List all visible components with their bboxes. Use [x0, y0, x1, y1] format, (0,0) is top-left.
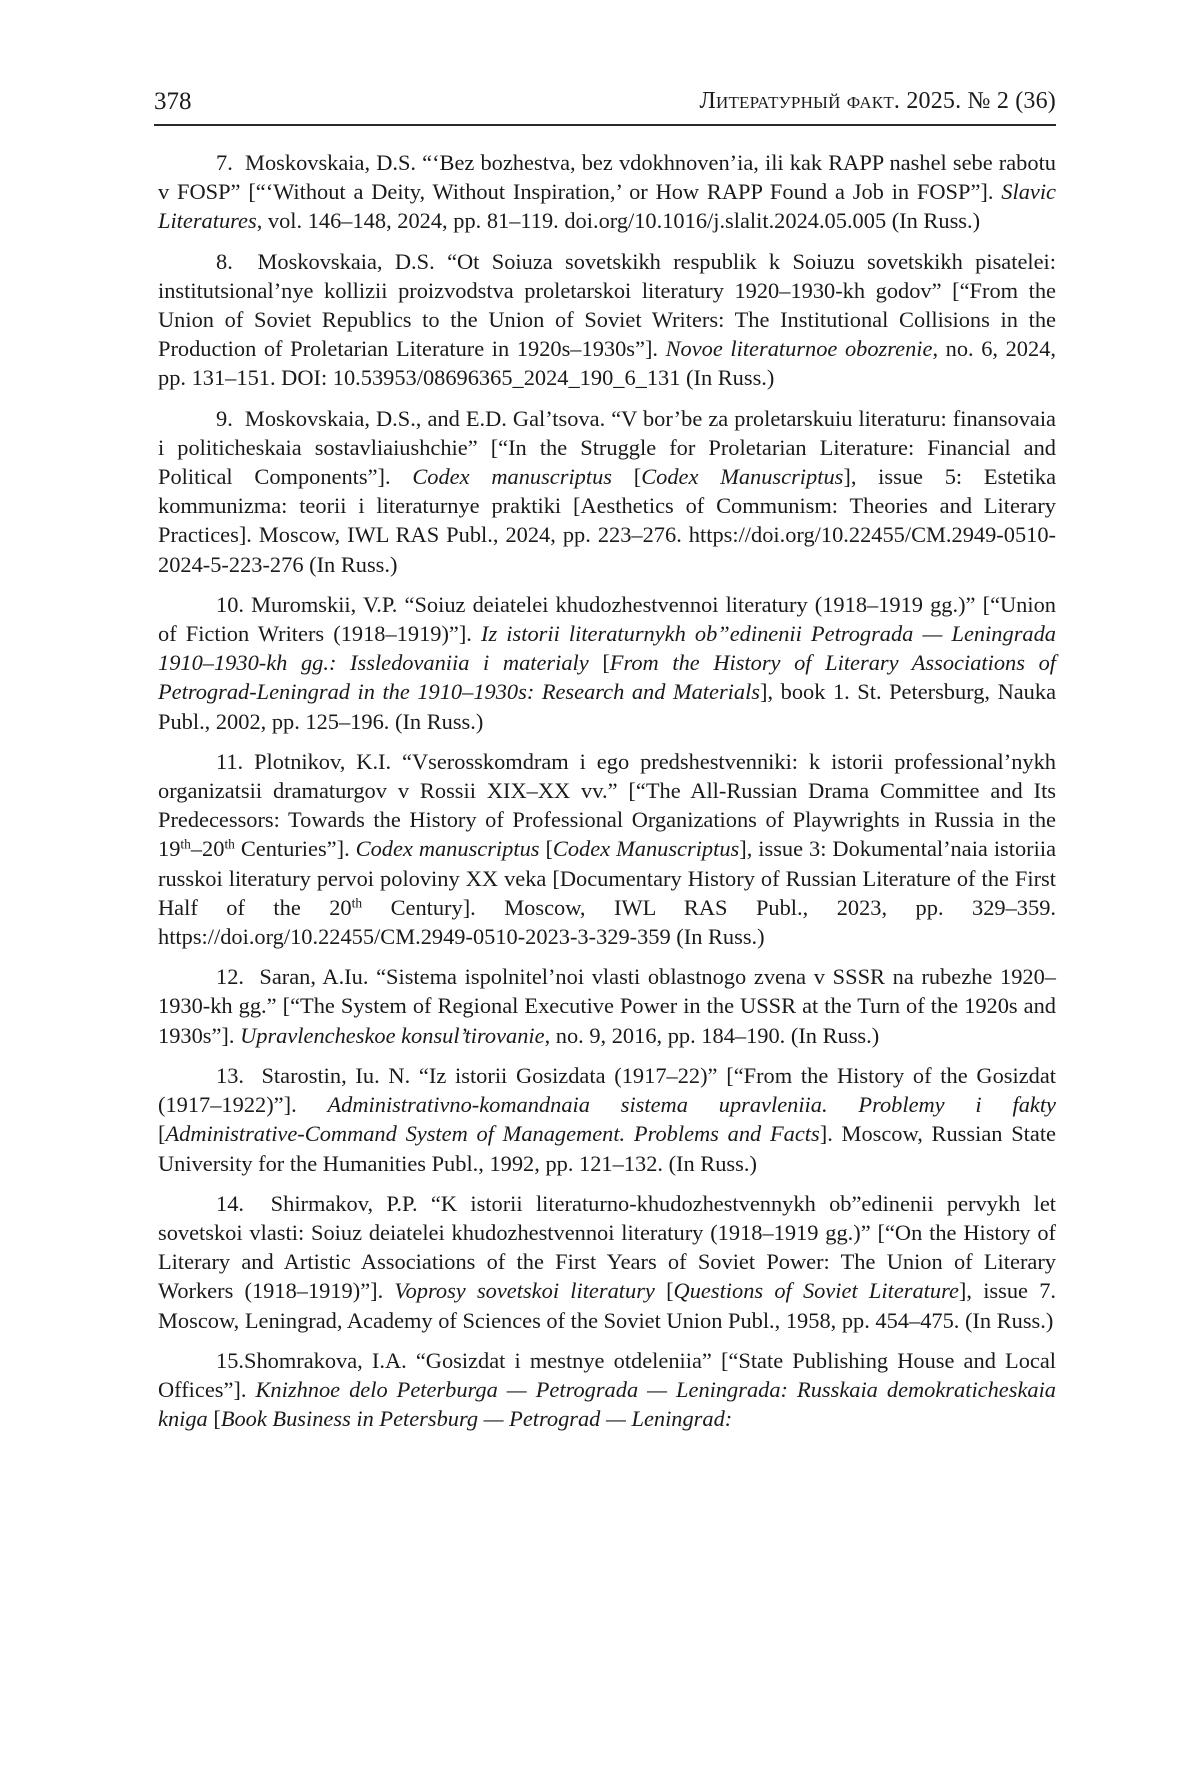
reference-text: [ — [539, 836, 553, 862]
reference-text: 13. Starostin, Iu. N. “Iz istorii Gosizdata (1917–22)” [“From the History of the Gosizdat (1917–1922)”]. — [158, 1062, 1056, 1118]
superscript: th — [351, 895, 363, 911]
italic-title: Knizhnoe delo Peterburga — Petrograda — Leningrada: Russkaia demokraticheskaia kniga — [158, 1376, 1056, 1432]
italic-title: Administrative-Command System of Management. Problems and Facts — [165, 1121, 820, 1147]
italic-title: From the History of Literary Associations of Petrograd-Leningrad in the 1910–1930s: Research and Materials — [158, 650, 1056, 705]
reference-text: Century]. Moscow, IWL RAS Publ., 2023, pp. 329–359. https://doi.org/10.22455/CM.2949-0510-2023-3-329-359 (In Russ.) — [158, 894, 1056, 950]
italic-title: Codex manuscriptus — [355, 836, 540, 862]
page-number: 378 — [154, 88, 192, 115]
reference-text: 12. Saran, A.Iu. “Sistema ispolnitel’noi vlasti oblastnogo zvena v SSSR na rubezhe 1920–1930-kh gg.” [“The System of Regional Executive Power in the USSR at the Turn of the 1920s and 1930s”]. — [158, 964, 1056, 1048]
italic-title: Novoe literaturnoe obozrenie — [665, 336, 933, 362]
reference-text: ], issue 3: Dokumental’naia istoriia russkoi literatury pervoi poloviny XX veka [Documentary History of Russian Literature of the First Half of the 20 — [158, 836, 1057, 920]
running-title: Литературный факт. 2025. № 2 (36) — [699, 88, 1056, 114]
reference-entry — [158, 747, 1056, 951]
reference-text: ], book 1. St. Petersburg, Nauka Publ., 2002, pp. 125–196. (In Russ.) — [158, 679, 1057, 734]
reference-text: –20 — [190, 836, 225, 862]
italic-title: Voprosy sovetskoi literatury — [394, 1278, 655, 1304]
page-header — [154, 84, 1056, 126]
reference-entry — [158, 404, 1056, 579]
reference-text: [ — [654, 1278, 674, 1304]
reference-text: 11. Plotnikov, K.I. “Vserosskomdram i ego predshestvenniki: k istorii professional’nykh organizatsii dramaturgov v Rossii XIX–XX vv.” [“The All-Russian Drama Committee and Its Predecessors: Towards the History of Professional Organizations of Playwrights in Russia in the 19 — [158, 748, 1056, 862]
reference-entry — [158, 1189, 1056, 1335]
superscript: th — [224, 837, 235, 853]
reference-text: 8. Moskovskaia, D.S. “Ot Soiuza sovetskikh respublik k Soiuzu sovetskikh pisatelei: institutsional’nye kollizii proizvodstva proletarskoi literatury 1920–1930-kh godov” [“From the Union of Soviet Republics to the Union of Soviet Writers: The Institutional Collisions in the Production of Proletarian Literature in 1920s–1930s”]. — [158, 248, 1056, 362]
reference-entry — [158, 1061, 1056, 1178]
reference-text: [ — [207, 1406, 221, 1432]
reference-text: , no. 9, 2016, pp. 184–190. (In Russ.) — [544, 1022, 880, 1048]
italic-title: Administrativno-komandnaia sistema upravleniia. Problemy i fakty — [327, 1092, 1056, 1118]
italic-title: Upravlencheskoe konsul’tirovanie — [240, 1022, 545, 1048]
reference-entry — [158, 148, 1056, 236]
italic-title: Codex Manuscriptus — [641, 464, 844, 490]
reference-text: 14. Shirmakov, P.P. “K istorii literaturno-khudozhestvennykh ob”edinenii pervykh let sovetskoi vlasti: Soiuz deiatelei khudozhestvennoi literatury (1918–1919 gg.)” [“On the History of Literary and Artistic Associations of the First Years of Soviet Power: The Union of Literary Workers (1918–1919)”]. — [158, 1190, 1056, 1304]
reference-text: [ — [158, 1121, 166, 1147]
reference-entry — [158, 247, 1056, 393]
reference-list — [158, 148, 1056, 1444]
reference-text: 9. Moskovskaia, D.S., and E.D. Gal’tsova. “V bor’be za proletarskuiu literaturu: finansovaia i politicheskaia sostavliaiushchie” [“In the Struggle for Proletarian Literature: Financial and Political Components”]. — [158, 405, 1056, 490]
reference-entry — [158, 962, 1056, 1050]
reference-text: [ — [612, 464, 642, 490]
italic-title: Book Business in Petersburg — Petrograd — Leningrad: — [220, 1406, 733, 1432]
superscript: th — [180, 837, 191, 853]
italic-title: Slavic Literatures — [158, 179, 1056, 234]
reference-text: ]. Moscow, Russian State University for the Humanities Publ., 1992, pp. 121–132. (In Russ.) — [158, 1121, 1056, 1176]
reference-text: , vol. 146–148, 2024, pp. 81–119. doi.org/10.1016/j.slalit.2024.05.005 (In Russ.) — [256, 208, 981, 234]
italic-title: Iz istorii literaturnykh ob”edinenii Petrograda — Leningrada 1910–1930-kh gg.: Issledovaniia i materialy — [158, 621, 1056, 676]
reference-text: ], issue 7. Moscow, Leningrad, Academy of Sciences of the Soviet Union Publ., 1958, pp. 454–475. (In Russ.) — [158, 1278, 1056, 1333]
italic-title: Codex Manuscriptus — [552, 836, 740, 862]
reference-entry — [158, 590, 1056, 736]
reference-text: 15.Shomrakova, I.A. “Gosizdat i mestnye otdeleniia” [“State Publishing House and Local Offices”]. — [158, 1347, 1056, 1402]
reference-text: [ — [588, 650, 610, 676]
reference-text: , no. 6, 2024, pp. 131–151. DOI: 10.53953/08696365_2024_190_6_131 (In Russ.) — [158, 336, 1056, 391]
reference-entry — [158, 1346, 1056, 1434]
reference-text: 7. Moskovskaia, D.S. “‘Bez bozhestva, bez vdokhnoven’ia, ili kak RAPP nashel sebe rabotu v FOSP” [“‘Without a Deity, Without Inspiration,’ or How RAPP Found a Job in FOSP”]. — [158, 150, 1056, 205]
reference-text: Centuries”]. — [234, 836, 356, 862]
reference-text: ], issue 5: Estetika kommunizma: teorii i literaturnye praktiki [Aesthetics of Communism: Theories and Literary Practices]. Moscow, IWL RAS Publ., 2024, pp. 223–276. https://doi.org/10.22455/CM.2949-0510-2024-5-223-276 (In Russ.) — [158, 464, 1057, 577]
reference-text: 10. Muromskii, V.P. “Soiuz deiatelei khudozhestvennoi literatury (1918–1919 gg.)” [“Union of Fiction Writers (1918–1919)”]. — [158, 591, 1056, 647]
italic-title: Questions of Soviet Literature — [673, 1278, 959, 1304]
italic-title: Codex manuscriptus — [412, 464, 612, 490]
